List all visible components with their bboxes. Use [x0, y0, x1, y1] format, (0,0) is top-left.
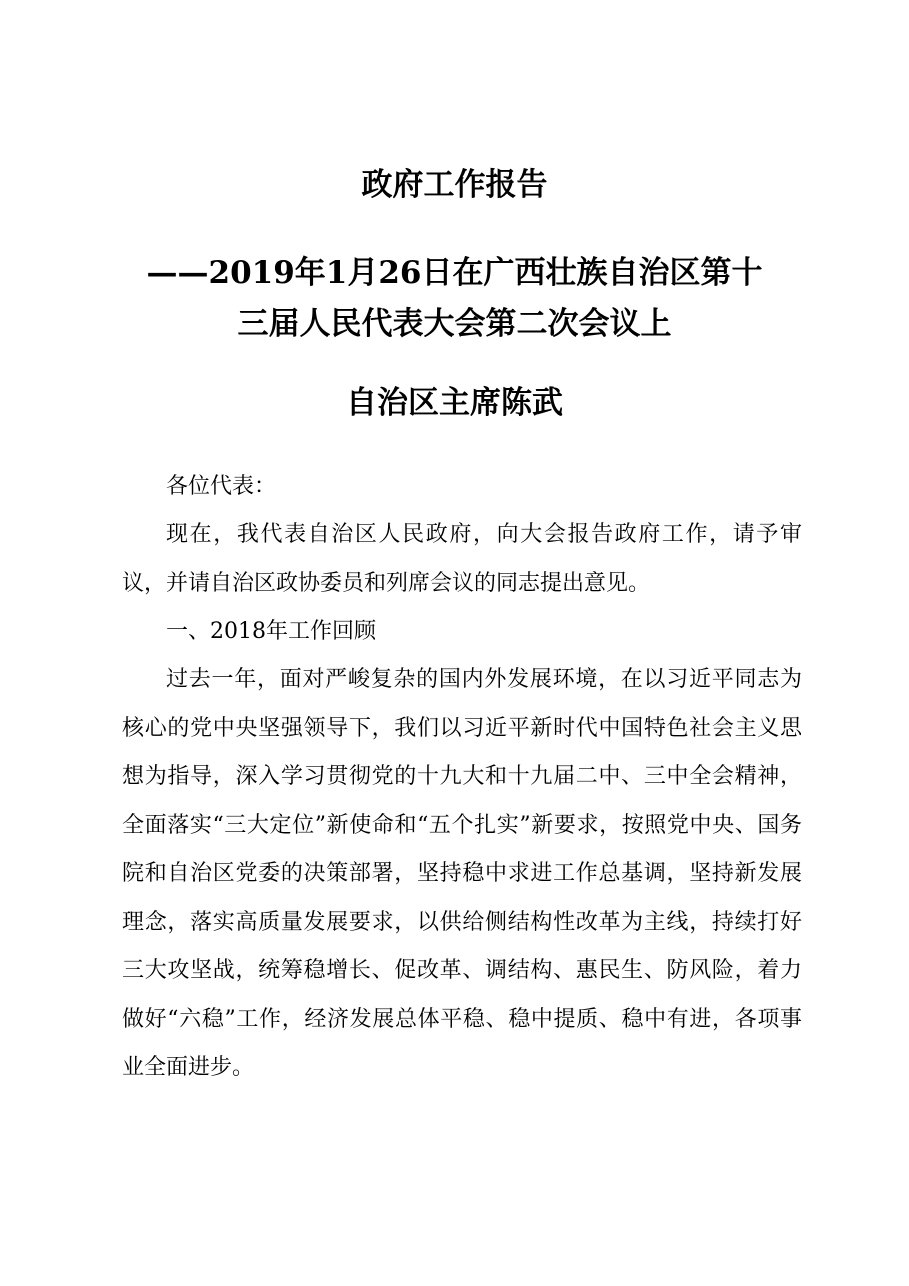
document-subtitle-line1: ——2019年1月26日在广西壮族自治区第十: [146, 255, 763, 291]
salutation: 各位代表：: [166, 474, 277, 499]
section-body-block: [122, 656, 802, 1093]
document-title: 政府工作报告: [361, 167, 548, 203]
intro-paragraph: 现在，我代表自治区人民政府，向大会报告政府工作，请予审议，并请自治区政协委员和列席会议的同志提出意见。: [122, 522, 802, 596]
salutation-block: [122, 463, 802, 512]
section-paragraph: 过去一年，面对严峻复杂的国内外发展环境，在以习近平同志为核心的党中央坚强领导下，我们以习近平新时代中国特色社会主义思想为指导，深入学习贯彻党的十九大和十九届二中、三中全会精神，全面落实“三大定位”新使命和“五个扎实”新要求，按照党中央、国务院和自治区党委的决策部署，坚持稳中求进工作总基调，坚持新发展理念，落实高质量发展要求，以供给侧结构性改革为主线，持续打好三大攻坚战，统筹稳增长、促改革、调结构、惠民生、防风险，着力做好“六稳”工作，经济发展总体平稳、稳中提质、稳中有进，各项事业全面进步。: [122, 667, 802, 1080]
intro-block: [122, 511, 802, 608]
section-heading: 一、2018年工作回顾: [166, 619, 376, 644]
document-author: 自治区主席陈武: [346, 385, 563, 421]
document-subtitle-line2: 三届人民代表大会第二次会议上: [237, 306, 672, 342]
section-heading-block: [122, 608, 802, 657]
